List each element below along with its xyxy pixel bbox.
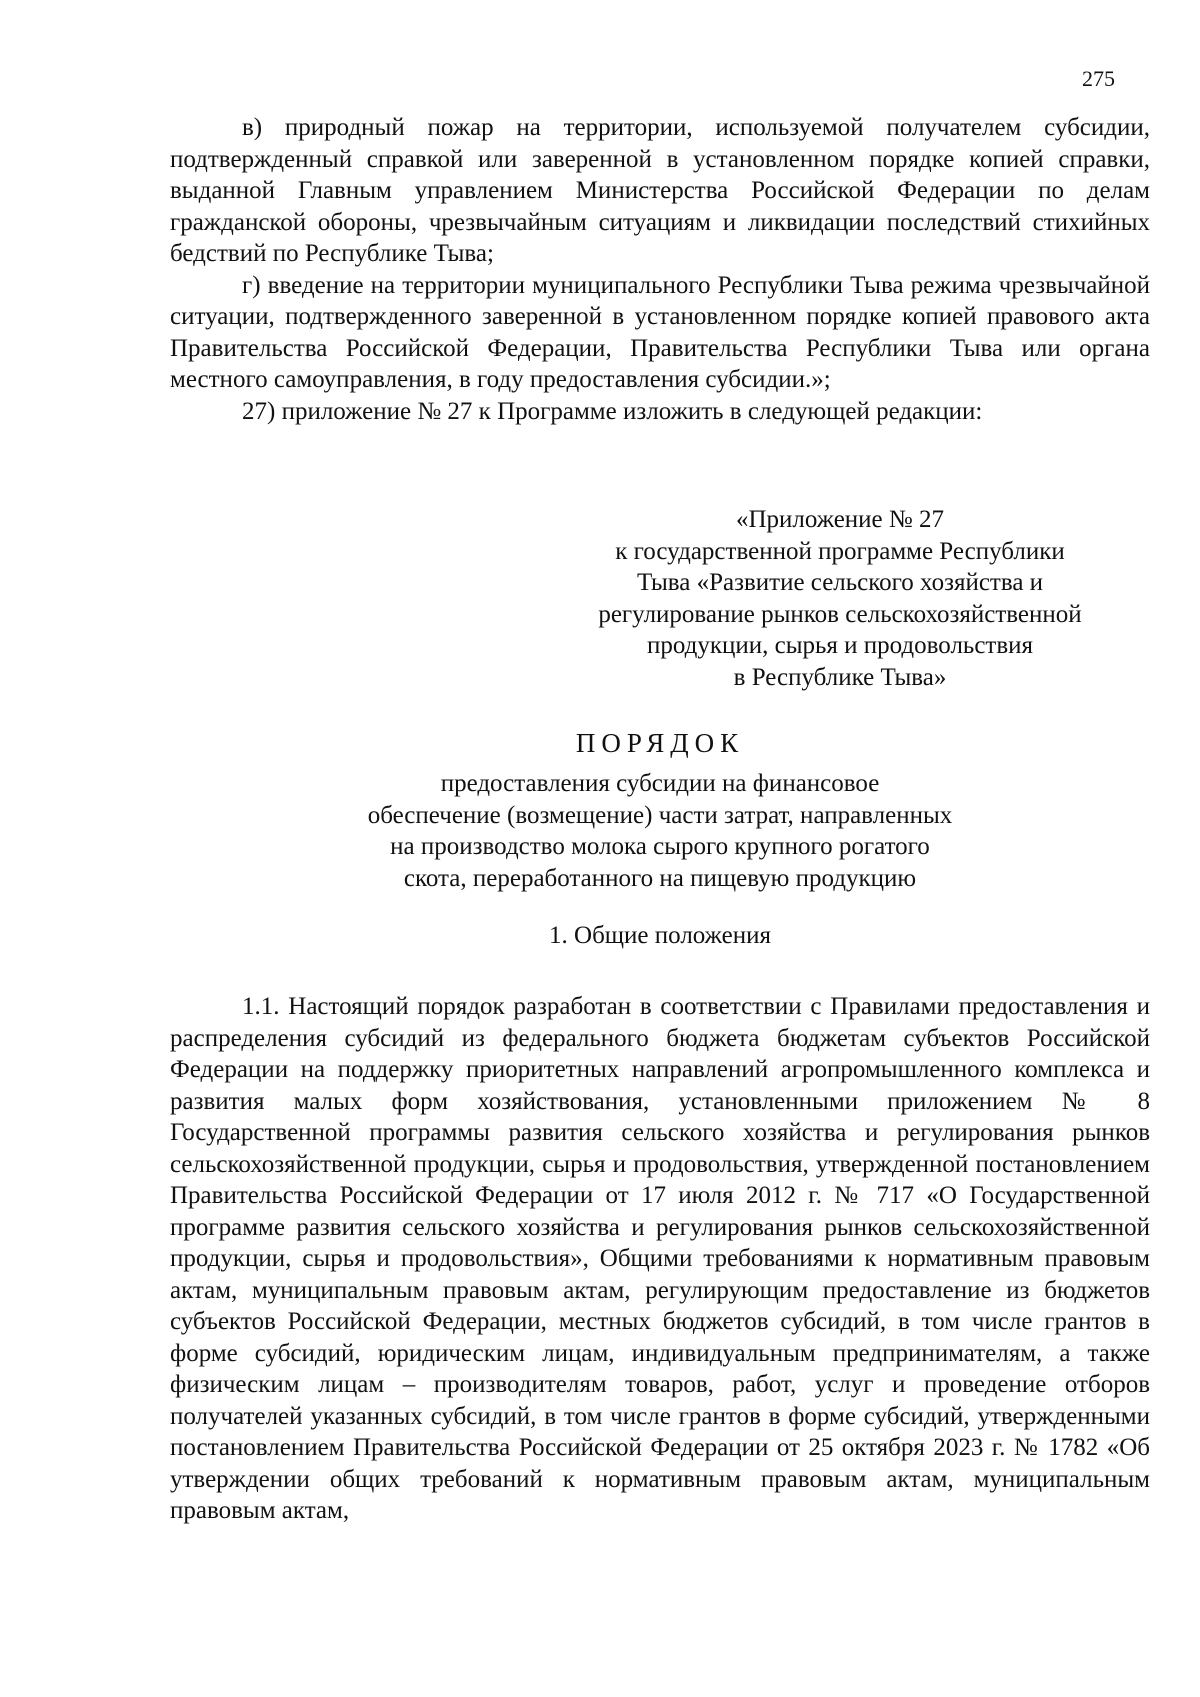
document-subheading	[270, 768, 1050, 894]
bottom-text-block	[170, 991, 1150, 1527]
subheading-line: предоставления субсидии на финансовое	[440, 770, 880, 797]
appendix-line: регулирование рынков сельскохозяйственной	[598, 600, 1082, 628]
top-text-block	[170, 112, 1150, 427]
paragraph-27: 27) приложение № 27 к Программе изложить в следующей редакции:	[242, 397, 983, 425]
appendix-line: «Приложение № 27	[735, 506, 945, 533]
appendix-line: в Республике Тыва»	[733, 663, 947, 691]
paragraph-g: г) введение на территории муниципального Республики Тыва режима чрезвычайной ситуации, подтвержденного заверенной в установленном порядке копией правового акта Правительства Российской Федерации, Правительства Республики Тыва или органа местного самоуправления, в году предоставления субсидии.»;	[170, 271, 1150, 393]
appendix-line: продукции, сырья и продовольствия	[646, 632, 1034, 659]
subheading-line: скота, переработанного на пищевую продукцию	[403, 864, 917, 892]
paragraph-1-1: 1.1. Настоящий порядок разработан в соответствии с Правилами предоставления и распределения субсидий из федерального бюджета бюджетам субъектов Российской Федерации на поддержку приоритетных направлений агропромышленного комплекса и развития малых форм хозяйствования, установленными приложением № 8 Государственной программы развития сельского хозяйства и регулирования рынков сельскохозяйственной продукции, сырья и продовольствия, утвержденной постановлением Правительства Российской Федерации от 17 июля 2012 г. № 717 «О Государственной программе развития сельского хозяйства и регулирования рынков сельскохозяйственной продукции, сырья и продовольствия», Общими требованиями к нормативным правовым актам, муниципальным правовым актам, регулирующим предоставление из бюджетов субъектов Российской Федерации, местных бюджетов субсидий, в том числе грантов в форме субсидий, юридическим лицам, индивидуальным предпринимателям, а также физическим лицам – производителям товаров, работ, услуг и проведение отборов получателей указанных субсидий, в том числе грантов в форме субсидий, утвержденными постановлением Правительства Российской Федерации от 25 октября 2023 г. № 1782 «Об утверждении общих требований к нормативным правовым актам, муниципальным правовым актам,	[170, 993, 1150, 1524]
appendix-line: Тыва «Развитие сельского хозяйства и	[636, 569, 1044, 596]
subheading-line: обеспечение (возмещение) части затрат, направленных	[367, 801, 953, 829]
paragraph-v: в) природный пожар на территории, используемой получателем субсидии, подтвержденный справкой или заверенной в установленном порядке копией справки, выданной Главным управлением Министерства Российской Федерации по делам гражданской обороны, чрезвычайным ситуациям и ликвидации последствий стихийных бедствий по Республике Тыва;	[170, 114, 1150, 267]
appendix-note	[560, 504, 1120, 693]
page-number: 275	[1082, 66, 1115, 91]
subheading-line: на производство молока сырого крупного рогатого	[390, 833, 930, 860]
section-title: 1. Общие положения	[549, 922, 771, 949]
appendix-line: к государственной программе Республики	[615, 537, 1065, 565]
document-heading: ПОРЯДОК	[575, 728, 745, 758]
